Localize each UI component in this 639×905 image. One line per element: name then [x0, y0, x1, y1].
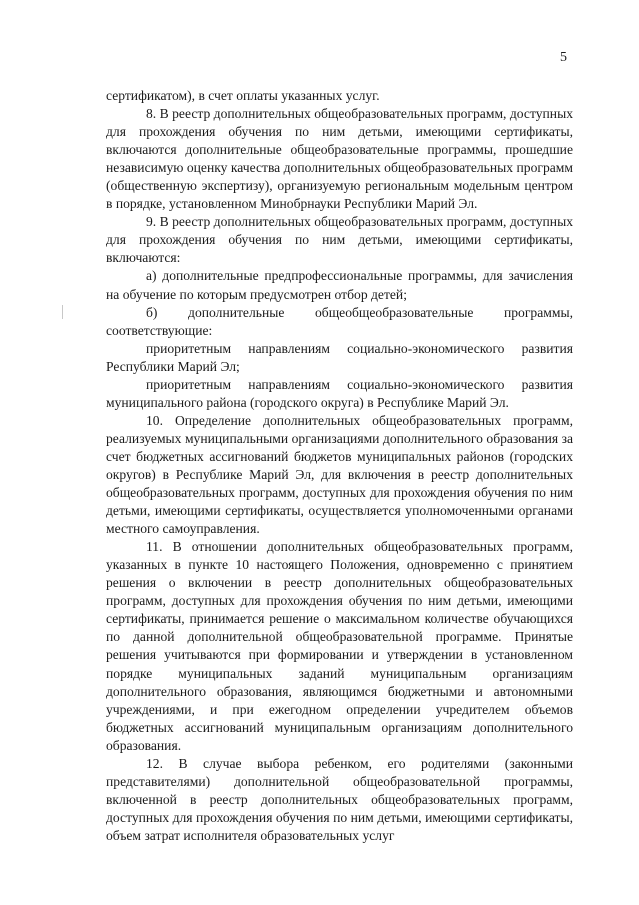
- paragraph-9-b: б) дополнительные общеобщеобразовательные программы, соответствующие:: [106, 304, 573, 338]
- paragraph-11: 11. В отношении дополнительных общеобразовательных программ, указанных в пункте 10 настоящего Положения, одновременно с принятием решения о включении в реестр дополнительных общеобразовательных программ, доступных для прохождения обучения по ним детьми, имеющими сертификаты, принимается решение о максимальном количестве обучающихся по данной дополнительной общеобразовательной программе. Принятые решения учитываются при формировании и утверждении в установленном порядке муниципальных заданий муниципальным организациям дополнительного образования, являющимся бюджетными и автономными учреждениями, и при ежегодном определении учредителем объемов бюджетных ассигнований муниципальным организациям дополнительного образования.: [106, 539, 573, 753]
- paragraph-continuation: сертификатом), в счет оплаты указанных услуг.: [106, 88, 380, 103]
- paragraph-9: 9. В реестр дополнительных общеобразовательных программ, доступных для прохождения обучения по ним детьми, имеющими сертификаты, включаются:: [106, 214, 573, 266]
- paragraph-8: 8. В реестр дополнительных общеобразовательных программ, доступных для прохождения обучения по ним детьми, имеющими сертификаты, включаются дополнительные общеобразовательные программы, прошедшие независимую оценку качества дополнительных общеобразовательных программ (общественную экспертизу), организуемую региональным модельным центром в порядке, установленном Минобрнауки Республики Марий Эл.: [106, 106, 573, 212]
- paragraph-9-b-item-1: приоритетным направлениям социально-экономического развития Республики Марий Эл;: [106, 340, 573, 374]
- paragraph-9-a: а) дополнительные предпрофессиональные программы, для зачисления на обучение по которым предусмотрен отбор детей;: [106, 268, 573, 302]
- paragraph-9-b-item-2: приоритетным направлениям социально-экономического развития муниципального района (городского округа) в Республике Марий Эл.: [106, 376, 573, 410]
- page-number: 5: [560, 50, 567, 65]
- paragraph-10: 10. Определение дополнительных общеобразовательных программ, реализуемых муниципальными организациями дополнительного образования за счет бюджетных ассигнований бюджетов муниципальных районов (городских округов) в Республике Марий Эл, для включения в реестр дополнительных общеобразовательных программ, доступных для прохождения обучения по ним детьми, имеющими сертификаты, осуществляется уполномоченными органами местного самоуправления.: [106, 412, 573, 537]
- paragraph-12: 12. В случае выбора ребенком, его родителями (законными представителями) дополнительной общеобразовательной программы, включенной в реестр дополнительных общеобразовательных программ, доступных для прохождения обучения по ним детьми, имеющими сертификаты, объем затрат исполнителя образовательных услуг: [106, 755, 573, 843]
- scan-mark: [62, 305, 63, 319]
- document-body: [106, 87, 573, 845]
